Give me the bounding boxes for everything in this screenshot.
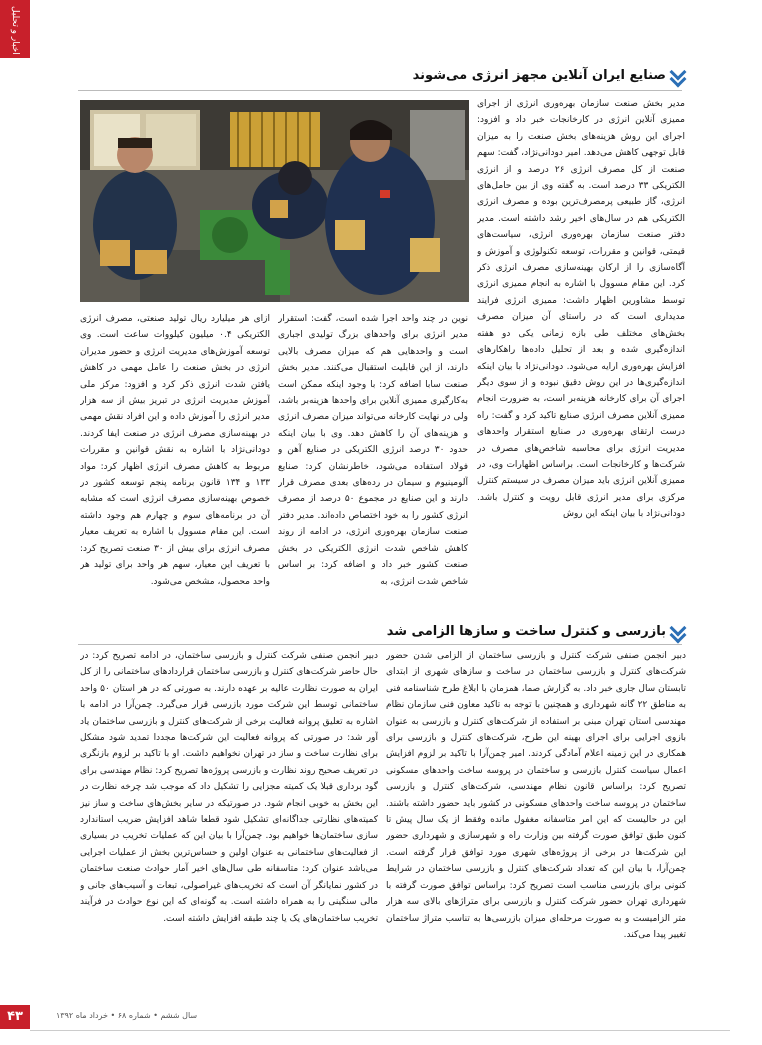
article2-column-1 (386, 648, 686, 978)
article1-column-2-text: نوین در چند واحد اجرا شده است، گفت: استقرار مدیر انرژی برای واحدهای بزرگ تولیدی اجباری است و واحدهایی هم که میزان مصرف بالایی دارند، از این قابلیت استقبال می‌کنند. مدیر بخش صنعت سابا اضافه کرد: با وجود اینکه ممکن است به‌کارگیری ممیزی آنلاین برای واحدها هزینه‌بر باشد، ولی در نهایت کارخانه می‌تواند میزان مصرف انرژی و هزینه‌های آن را کاهش دهد. وی با بیان اینکه حدود ۳۰ درصد انرژی الکتریکی در صنایع آهن و فولاد استفاده می‌شود، خاطرنشان کرد: صنایع آلومینیوم و سیمان در رده‌های بعدی مصرف قرار دارند و این صنایع در مجموع ۵۰ درصد از مصرف انرژی کشور را به خود اختصاص داده‌اند. مدیر دفتر صنعت سازمان بهره‌وری انرژی، در ادامه از روند کاهش شاخص شدت انرژی الکتریکی در بخش صنعت کشور خبر داد و اضافه کرد: بر اساس شاخص شدت انرژی، به (278, 314, 468, 587)
article1-photo (80, 100, 469, 302)
section-tab (0, 0, 30, 58)
article2-column-2 (80, 648, 378, 978)
footer-divider (30, 1030, 730, 1031)
article2-heading (387, 624, 684, 639)
article2-column-1-text: دبیر انجمن صنفی شرکت کنترل و بازرسی ساختمان از الزامی شدن حضور شرکت‌های کنترل و بازرسی ساختمان در ساخت و سازهای شهری از ابتدای تابستان سال جاری خبر داد. به گزارش صما، همزمان با ابلاغ طرح شناسنامه فنی به مناطق ۲۲ گانه شهرداری و همچنین با توجه به تاکید معاون فنی سازمان نظام مهندسی استان تهران مبنی بر استفاده از شرکت‌های کنترل و بازرسی به عنوان بازوی اجرایی برای اجرای بهینه این طرح، شرکت‌های کنترل و بازرسی برای همکاری در این زمینه اعلام آمادگی کردند. امیر چمن‌آرا با تاکید بر لزوم افزایش اعمال سیاست کنترل بازرسی و ساختمان در پروسه ساخت واحدهای مسکونی تصریح کرد: براساس قانون نظام مهندسی، شرکت‌های کنترل و بازرسی ساختمان در پروسه ساخت واحدهای مسکونی در کشور باید حضور داشته باشند. این در حالیست که این امر متاسفانه مغفول مانده وفقط از یک سال پیش تا کنون طبق توافق صورت گرفته بین وزارت راه و شهرسازی و شهرداری حضور این شرکت‌ها در برخی از پروژه‌های شهری مورد توافق قرار گرفته است. چمن‌آرا، با بیان این که تعداد شرکت‌های کنترل و بازرسی ساختمان در شرایط کنونی برای بازرسی مناسب است تصریح کرد: براساس توافق صورت گرفته با شهرداری تهران حضور شرکت کنترل و بازرسی برای متراژهای بالای سه هزار متر الزامیست و به صورت مرحله‌ای میزان بازرسی‌ها به تناسب متراژ ساختمان تغییر پیدا می‌کند. (386, 651, 686, 940)
article1-column-1-text: مدیر بخش صنعت سازمان بهره‌وری انرژی از اجرای ممیزی آنلاین انرژی در کارخانجات خبر داد و افزود: اجرای این روش هزینه‌های بخش صنعت را به میزان قابل توجهی کاهش می‌دهد. امیر دودانی‌نژاد، گفت: سهم صنعت از کل مصرف انرژی ۲۶ درصد و از انرژی الکتریکی ۳۳ درصد است. به گفته وی از بین حامل‌های انرژی، گاز طبیعی پرمصرف‌ترین بوده و مصرف انرژی الکتریکی هم در سال‌های اخیر رشد داشته است. مدیر دفتر صنعت سازمان بهره‌وری انرژی، سیاست‌های قیمتی، قوانین و مقررات، توسعه تکنولوژی و آموزش و آگاه‌سازی را از ارکان بهینه‌سازی مصرف انرژی ذکر کرد. این مقام مسوول با اشاره به انجام ممیزی انرژی توسط مشاورین اظهار داشت: ممیزی انرژی فرایند مدیداری است که در راستای آن میزان مصرف بخش‌های مختلف طی بازه زمانی یکی دو هفته اندازه‌گیری شده و بعد از تحلیل داده‌ها راهکارهای افزایش بهره‌وری ارایه می‌شود. دودانی‌نژاد با بیان اینکه اندازه‌گیری‌ها در این روش دقیق نبوده و از سوی دیگر اجرای آن برای کارخانه هزینه‌بر است، به ضرورت انجام ممیزی آنلاین مصرف انرژی صنایع تاکید کرد و گفت: راه درست ارتقای بهره‌وری در صنایع استقرار واحدهای مدیریت انرژی برای محاسبه شاخص‌های مصرف در شرکت‌ها و کارخانجات است. براساس اظهارات وی، در ممیزی آنلاین انرژی باید میزان مصرف در سیستم کنترل مرکزی برای مدیر انرژی قابل رویت و کنترل باشد. دودانی‌نژاد با بیان اینکه این روش (477, 99, 685, 520)
article2-title: بازرسی و کنترل ساخت و سازها الزامی شد (386, 624, 666, 639)
article1-heading (413, 68, 684, 83)
divider (78, 90, 682, 91)
article1-column-3 (80, 311, 270, 617)
divider (78, 644, 682, 645)
article1-column-2 (278, 311, 468, 617)
chevron-down-icon (672, 69, 684, 83)
article1-title: صنایع ایران آنلاین مجهز انرژی می‌شوند (412, 68, 666, 83)
page-number: ۴۳ (0, 1005, 30, 1029)
section-tab-label: اخبار و تحلیل (10, 6, 20, 55)
sidebar (0, 0, 30, 1045)
article1-column-1 (477, 96, 685, 616)
article2-column-2-text: دبیر انجمن صنفی شرکت کنترل و بازرسی ساختمان، در ادامه تصریح کرد: در حال حاضر شرکت‌های کنترل و بازرسی ساختمان قراردادهای ساختمانی را از کل ایران به صورت نظارت عالیه بر عهده دارند. به صورتی که در هر استان ۵۰ واحد ساختمانی توسط این شرکت مورد بازرسی قرار می‌گیرد. چمن‌آرا در ادامه با اشاره به تعلیق پروانه فعالیت برخی از شرکت‌های کنترل و بازرسی ساختمان یاد آور شد: در صورتی که پروانه فعالیت این شرکت‌ها مجددا تمدید شود مشکل برای نظارت ساخت و ساز در تهران نخواهیم داشت. او با تاکید بر لزوم بازنگری در تعریف صحیح روند نظارت و بازرسی پروژه‌ها تصریح کرد: نظام مهندسی برای گود برداری قبلا یک کمیته مجزایی را تشکیل داد که موجب شد چرخه نظارت در این بخش به خوبی انجام شود. در صورتیکه در سایر بخش‌های ساخت و ساز نیز کمیته‌های نظارتی جداگانه‌ای تشکیل شود قطعا شاهد افزایش ضریب استاندارد سازی ساختمان‌ها خواهیم بود. چمن‌آرا با بیان این که عملیات تخریب در بسیاری از فعالیت‌های ساختمانی به عنوان اولین و حساس‌ترین بخش از عملیات اجرایی می‌باشد عنوان کرد: متاسفانه طی سال‌های اخیر آمار حوادث صنعت ساختمان در کشور نمایانگر آن است که تخریب‌های غیراصولی، تبعات و آسیب‌های جانی و مالی سنگینی را به همراه داشته است. به گونه‌ای که این نوع حوادث در فرآیند تخریب ساختمان‌های یک یا چند طبقه افزایش داشته است. (80, 651, 378, 924)
issue-footer: سال ششم • شماره ۶۸ • خرداد ماه ۱۳۹۲ (56, 1011, 198, 1020)
chevron-down-icon (672, 625, 684, 639)
workshop-photo (80, 100, 469, 302)
article1-column-3-text: ازای هر میلیارد ریال تولید صنعتی، مصرف انرژی الکتریکی ۰.۴ میلیون کیلووات ساعت است. وی توسعه آموزش‌های مدیریت انرژی و حضور مدیران انرژی در بخش صنعت را عامل مهمی در کاهش یافتن شدت انرژی ذکر کرد و افزود: مرکز ملی آموزش مدیریت انرژی در تبریز بیش از سه هزار مدیر انرژی را آموزش داده و این افراد نقش مهمی در بهینه‌سازی مصرف انرژی در صنعت ایفا کردند. دودانی‌نژاد با اشاره به نقش قوانین و مقررات مربوط به کاهش مصرف انرژی اظهار کرد: مواد ۱۳۳ و ۱۳۴ قانون برنامه پنجم توسعه کشور در خصوص بهینه‌سازی مصرف انرژی است که مشابه آن در برنامه‌های سوم و چهارم هم وجود داشته است. این مقام مسوول با اشاره به تعریف معیار مصرف انرژی برای بیش از ۳۰ صنعت تصریح کرد: با تعریف این معیار، سهم هر واحد برای تولید هر واحد محصول، مشخص می‌شود. (80, 314, 270, 587)
